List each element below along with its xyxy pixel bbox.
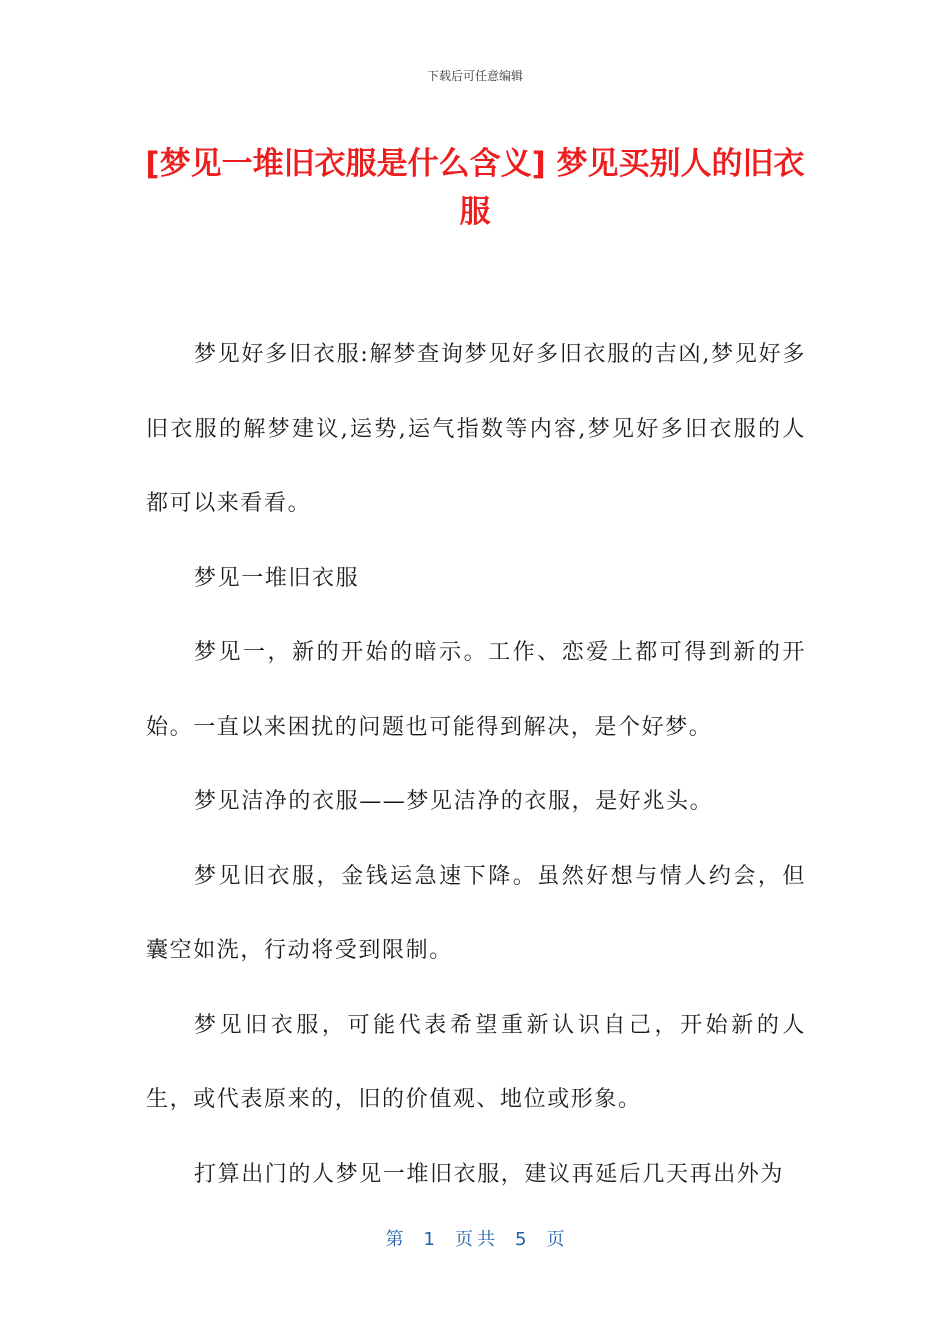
page-footer — [0, 1225, 950, 1251]
page-label: 第 — [385, 1229, 404, 1250]
header-note: 下载后可任意编辑 — [426, 69, 523, 83]
paragraph: 打算出门的人梦见一堆旧衣服，建议再延后几天再出外为 — [194, 1161, 785, 1187]
document-body — [146, 318, 806, 1212]
page-unit: 页 — [455, 1229, 473, 1250]
document-title: [梦见一堆旧衣服是什么含义] 梦见买别人的旧衣服 — [145, 146, 805, 230]
total-pages: 5 — [515, 1229, 527, 1250]
total-unit: 页 — [546, 1229, 565, 1250]
page-number: 1 — [423, 1229, 435, 1250]
paragraph: 梦见洁净的衣服——梦见洁净的衣服，是好兆头。 — [194, 789, 714, 814]
total-label: 共 — [477, 1229, 495, 1250]
paragraph: 梦见好多旧衣服:解梦查询梦见好多旧衣服的吉凶,梦见好多旧衣服的解梦建议,运势,运气指数等内容,梦见好多旧衣服的人都可以来看看。 — [146, 342, 806, 516]
paragraph: 梦见旧衣服，可能代表希望重新认识自己，开始新的人生，或代表原来的，旧的价值观、地位或形象。 — [146, 1012, 806, 1112]
paragraph: 梦见旧衣服，金钱运急速下降。虽然好想与情人约会，但囊空如洗，行动将受到限制。 — [146, 863, 806, 963]
paragraph: 梦见一堆旧衣服 — [194, 565, 360, 591]
paragraph: 梦见一，新的开始的暗示。工作、恋爱上都可得到新的开始。一直以来困扰的问题也可能得到解决，是个好梦。 — [146, 640, 806, 740]
